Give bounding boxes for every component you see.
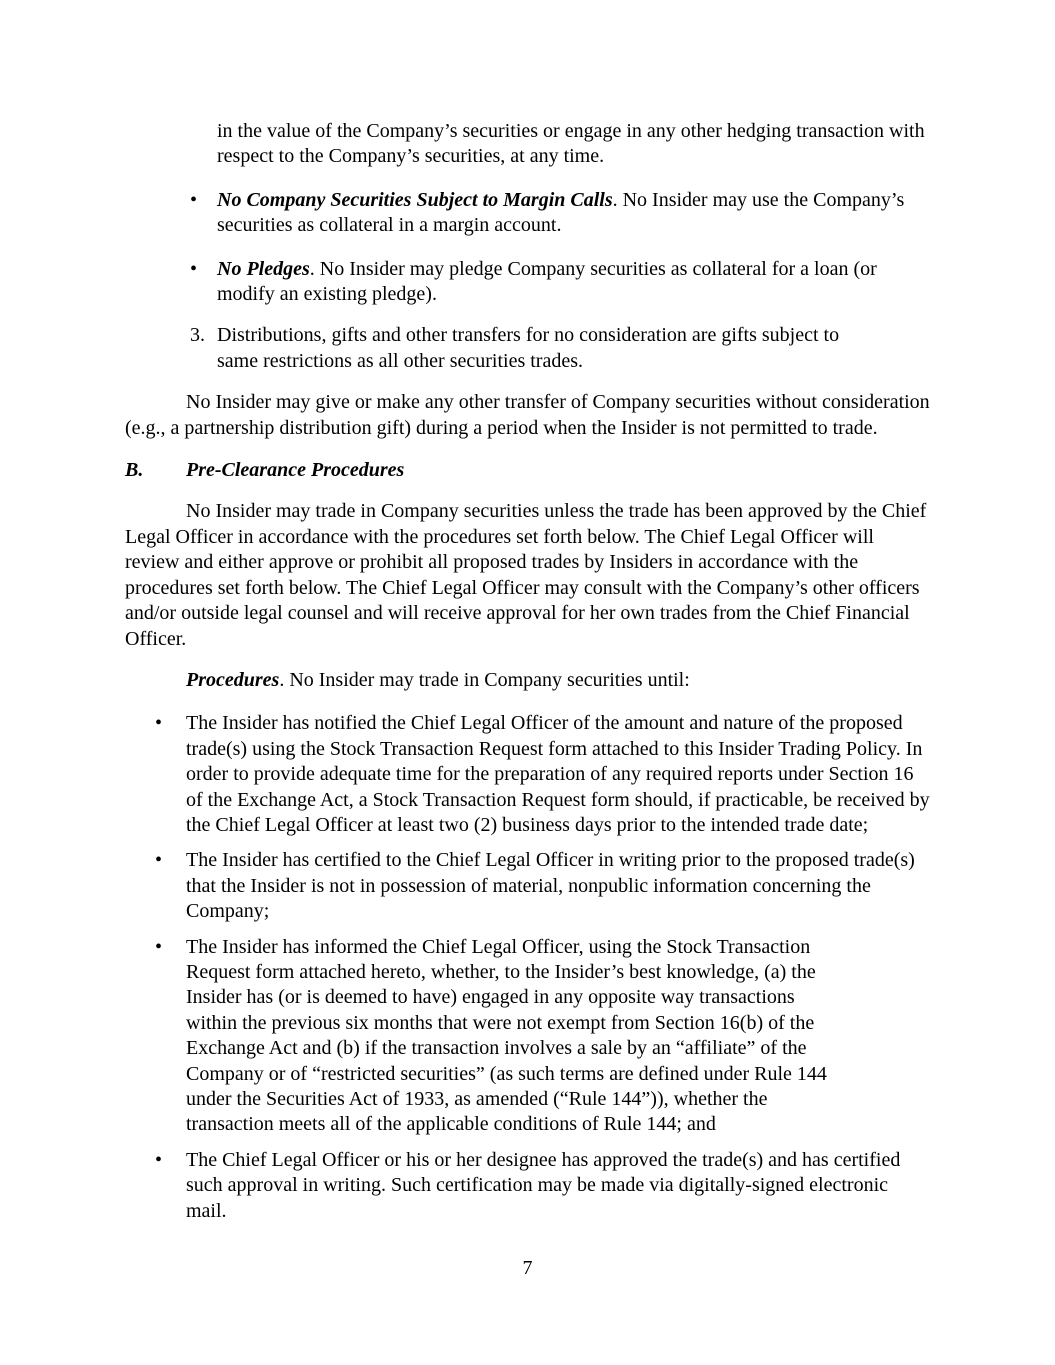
procedure-bullet-text: The Insider has notified the Chief Legal Officer of the amount and nature of the proposed trade(s) using the Stock Transaction Request form attached to this Insider Trading Policy. In order to provide adequate time for the preparation of any required reports under Section 16 of the Exchange Act, a Stock Transaction Request form should, if practicable, be received by the Chief Legal Officer at least two (2) business days prior to the intended trade date; — [186, 712, 930, 836]
section-title: Pre-Clearance Procedures — [186, 459, 405, 482]
procedure-bullet-text: The Insider has informed the Chief Legal Officer, using the Stock Transaction Request form attached hereto, whether, to the Insider’s best knowledge, (a) the Insider has (or is deemed to have) engaged in any opposite way transactions within the previous six months that were not exempt from Section 16(b) of the Exchange Act and (b) if the transaction involves a sale by an “affiliate” of the Company or of “restricted securities” (as such terms are defined under Rule 144 under the Securities Act of 1933, as amended (“Rule 144”)), whether the transaction meets all of the applicable conditions of Rule 144; and — [186, 935, 827, 1136]
no-pledges-lead: No Pledges — [217, 257, 310, 280]
bullet-icon: • — [155, 935, 163, 958]
paragraph-procedures-lead-in — [125, 668, 930, 693]
bullet-icon: • — [190, 257, 198, 280]
numbered-item-text: Distributions, gifts and other transfers for no consideration are gifts subject to same restrictions as all other securities trades. — [217, 324, 840, 372]
margin-calls-lead: No Company Securities Subject to Margin Calls — [217, 188, 613, 211]
procedure-bullet-text: The Chief Legal Officer or his or her designee has approved the trade(s) and has certified such approval in writing. Such certification may be made via digitally-signed electronic mail. — [186, 1148, 901, 1222]
procedures-text: . No Insider may trade in Company securities until: — [279, 668, 690, 691]
paragraph-transfer: No Insider may give or make any other transfer of Company securities without consideration (e.g., a partnership distribution gift) during a period when the Insider is not permitted to trade. — [125, 391, 930, 439]
margin-calls-text: . No Insider may use the Company’s securities as collateral in a margin account. — [217, 188, 905, 237]
page-number: 7 — [522, 1256, 533, 1279]
paragraph-preclearance: No Insider may trade in Company securities unless the trade has been approved by the Chief Legal Officer in accordance with the procedures set forth below. The Chief Legal Officer will review and either approve or prohibit all proposed trades by Insiders in accordance with the procedures set forth below. The Chief Legal Officer may consult with the Company’s other officers and/or outside legal counsel and will receive approval for her own trades from the Chief Financial Officer. — [125, 500, 927, 650]
procedure-bullet-text: The Insider has certified to the Chief Legal Officer in writing prior to the proposed trade(s) that the Insider is not in possession of material, nonpublic information concerning the Company; — [186, 849, 915, 923]
procedure-bullet-informed — [155, 935, 848, 1138]
no-pledges-text: . No Insider may pledge Company securities as collateral for a loan (or modify an existing pledge). — [217, 257, 877, 306]
numbered-item-distributions — [190, 323, 865, 374]
bullet-icon: • — [155, 849, 163, 872]
bullet-icon: • — [155, 712, 163, 735]
procedures-lead: Procedures — [186, 668, 280, 691]
bullet-icon: • — [155, 1148, 163, 1171]
list-number: 3. — [190, 324, 205, 347]
procedure-bullet-notified — [155, 711, 930, 838]
procedure-bullet-approved — [155, 1148, 930, 1224]
list-item-no-pledges — [190, 257, 930, 308]
section-label: B. — [125, 459, 144, 482]
paragraph-hedging-continuation: in the value of the Company’s securities or engage in any other hedging transaction with respect to the Company’s securities, at any time. — [217, 120, 925, 168]
procedure-bullet-certified — [155, 848, 930, 924]
list-item-margin-calls — [190, 188, 930, 239]
bullet-icon: • — [190, 188, 198, 211]
section-heading-preclearance — [125, 458, 930, 483]
